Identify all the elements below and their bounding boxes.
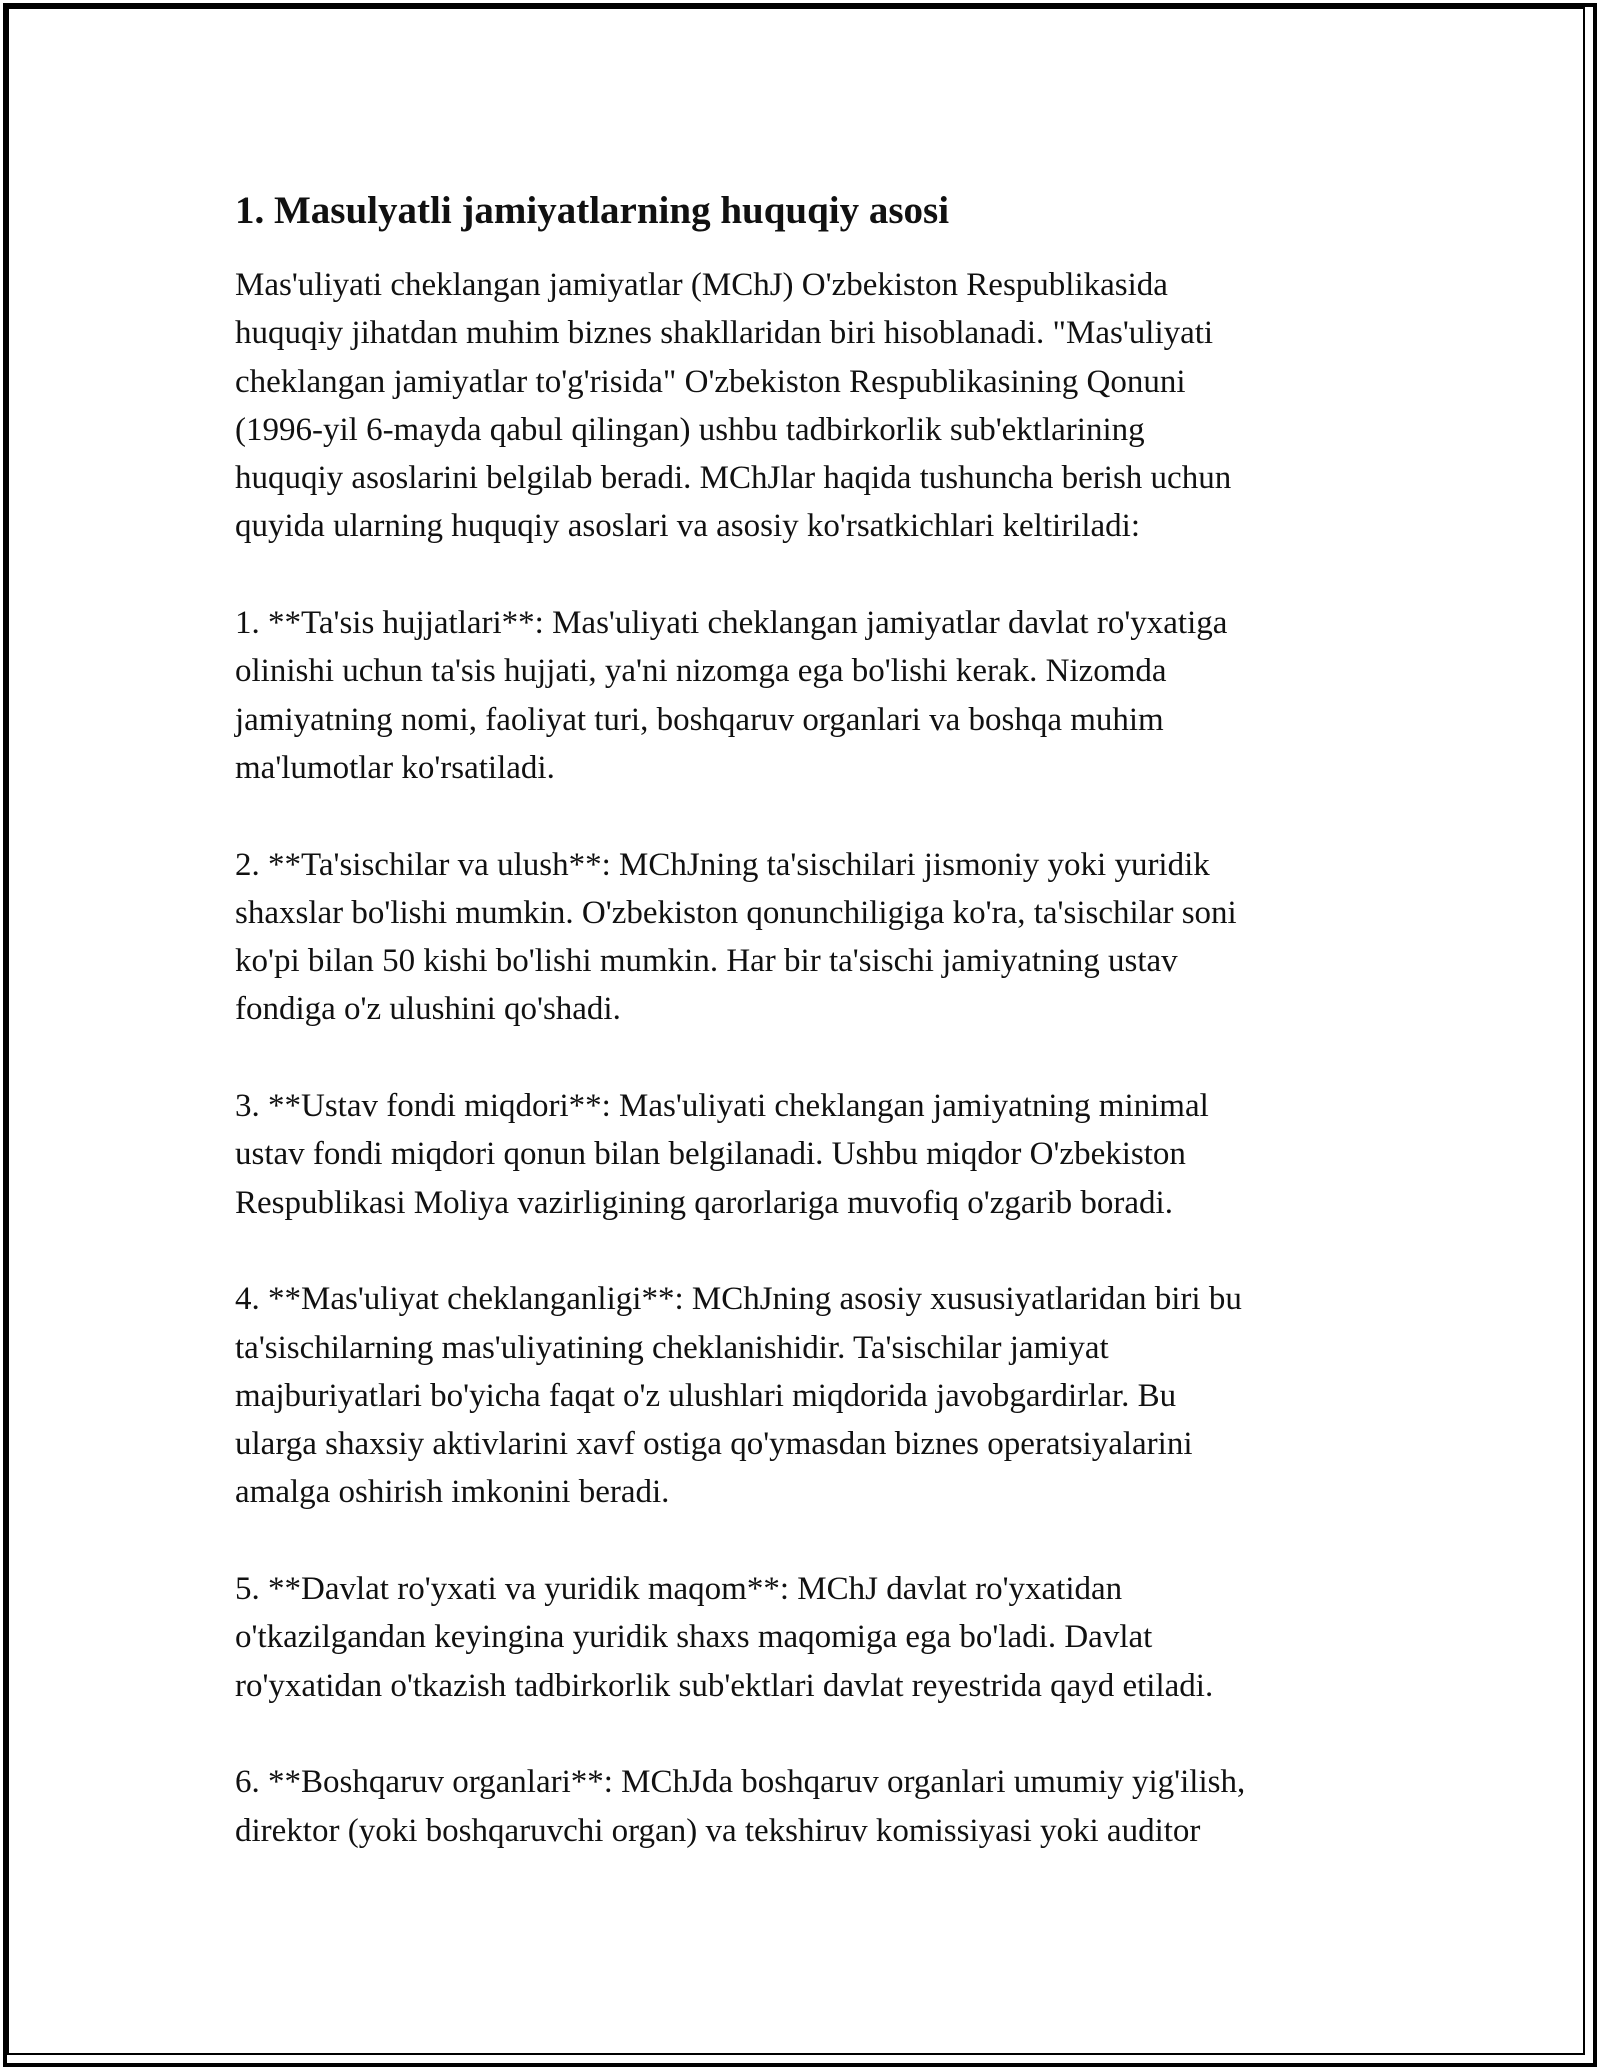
list-item-founders-and-shares: 2. **Ta'sischilar va ulush**: MChJning ta'sischilari jismoniy yoki yuridik shaxslar bo'lishi mumkin. O'zbekiston qonunchiligiga ko'ra, ta'sischilar soni ko'pi bilan 50 kishi bo'lishi mumkin. Har bir ta'sischi jamiyatning ustav fondiga o'z ulushini qo'shadi. bbox=[235, 846, 1237, 1028]
list-item-governing-bodies: 6. **Boshqaruv organlari**: MChJda boshqaruv organlari umumiy yig'ilish, direktor (yoki boshqaruvchi organ) va tekshiruv komissiyasi yoki auditor bbox=[235, 1764, 1246, 1849]
list-item-charter-capital: 3. **Ustav fondi miqdori**: Mas'uliyati cheklangan jamiyatning minimal ustav fondi miqdori qonun bilan belgilanadi. Ushbu miqdor O'zbekiston Respublikasi Moliya vazirligining qarorlariga muvofiq o'zgarib boradi. bbox=[235, 1088, 1209, 1221]
intro-paragraph: Mas'uliyati cheklangan jamiyatlar (MChJ) O'zbekiston Respublikasida huquqiy jihatdan muhim biznes shakllaridan biri hisoblanadi. "Mas'uliyati cheklangan jamiyatlar to'g'risida" O'zbekiston Respublikasining Qonuni (1996-yil 6-mayda qabul qilingan) ushbu tadbirkorlik sub'ektlarining huquqiy asoslarini belgilab beradi. MChJlar haqida tushuncha berish uchun quyida ularning huquqiy asoslari va asosiy ko'rsatkichlari keltiriladi: bbox=[235, 267, 1232, 545]
list-item-founding-documents: 1. **Ta'sis hujjatlari**: Mas'uliyati cheklangan jamiyatlar davlat ro'yxatiga olinishi uchun ta'sis hujjati, ya'ni nizomga ega bo'lishi kerak. Nizomda jamiyatning nomi, faoliyat turi, boshqaruv organlari va boshqa muhim ma'lumotlar ko'rsatiladi. bbox=[235, 605, 1228, 786]
section-heading: 1. Masulyatli jamiyatlarning huquqiy asosi bbox=[235, 189, 950, 232]
list-item-limited-liability: 4. **Mas'uliyat cheklanganligi**: MChJning asosiy xususiyatlaridan biri bu ta'sischilarning mas'uliyatining cheklanishidir. Ta'sischilar jamiyat majburiyatlari bo'yicha faqat o'z ulushlari miqdorida javobgardirlar. Bu ularga shaxsiy aktivlarini xavf ostiga qo'ymasdan biznes operatsiyalarini amalga oshirish imkonini beradi. bbox=[235, 1281, 1242, 1511]
list-item-state-registration: 5. **Davlat ro'yxati va yuridik maqom**: MChJ davlat ro'yxatidan o'tkazilgandan keyingina yuridik shaxs maqomiga ega bo'ladi. Davlat ro'yxatidan o'tkazish tadbirkorlik sub'ektlari davlat reyestrida qayd etiladi. bbox=[235, 1571, 1214, 1704]
document-body bbox=[235, 185, 1395, 1903]
